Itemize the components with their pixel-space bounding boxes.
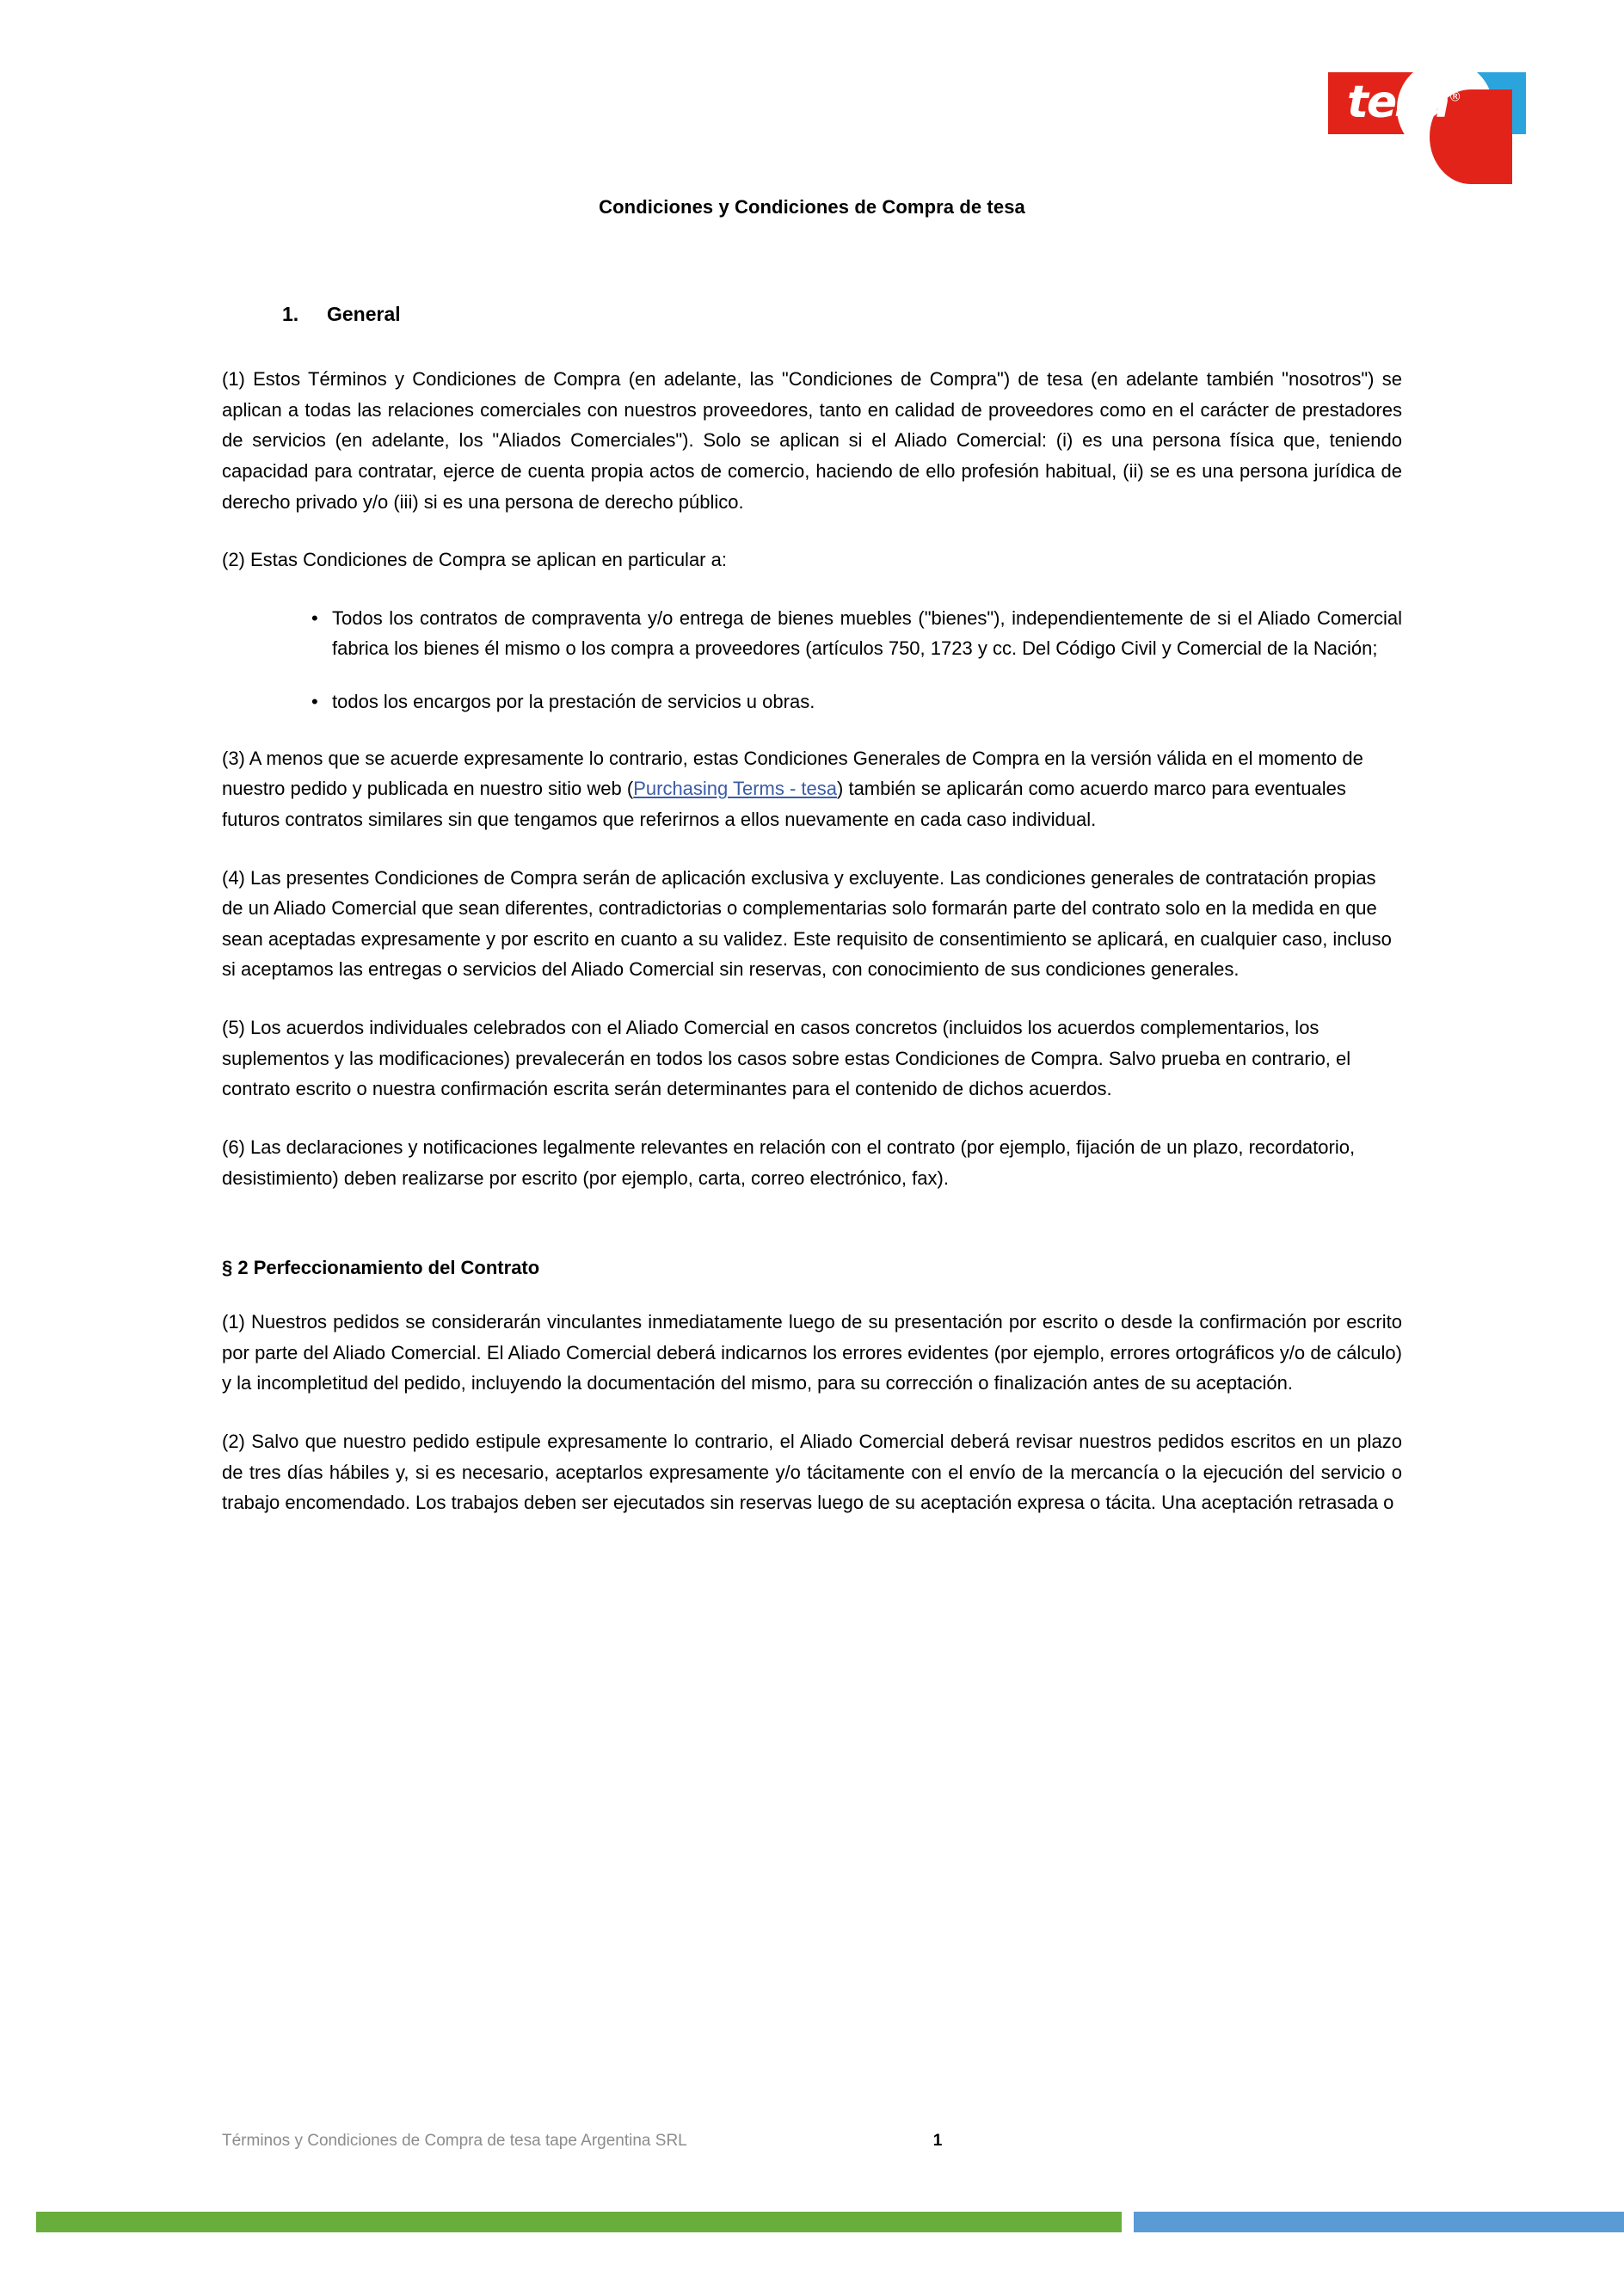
logo-wordmark-text: tesa: [1347, 76, 1449, 128]
footer-text: Términos y Condiciones de Compra de tesa tape Argentina SRL: [222, 2132, 687, 2150]
document-content: [222, 303, 1402, 1546]
purchasing-terms-link[interactable]: Purchasing Terms - tesa: [633, 778, 838, 800]
tesa-logo: [1328, 72, 1526, 134]
paragraph-1-2: (2) Estas Condiciones de Compra se aplican en particular a:: [222, 549, 727, 571]
paragraph-1-1: (1) Estos Términos y Condiciones de Compra (en adelante, las "Condiciones de Compra") de tesa (en adelante también "nosotros") se aplican a todas las relaciones comerciales con nuestros proveedores, tanto en calidad de proveedores como en el carácter de prestadores de servicios (en adelante, los "Aliados Comerciales"). Solo se aplican si el Aliado Comercial: (i) es una persona física que, teniendo capacidad para contratar, ejerce de cuenta propia actos de comercio, haciendo de ello profesión habitual, (ii) se es una persona jurídica de derecho privado y/o (iii) si es una persona de derecho público.: [222, 368, 1402, 513]
paragraph-1-6: (6) Las declaraciones y notificaciones legalmente relevantes en relación con el contrato (por ejemplo, fijación de un plazo, recordatorio, desistimiento) deben realizarse por escrito (por ejemplo, carta, correo electrónico, fax).: [222, 1136, 1356, 1189]
bullet-icon: •: [311, 691, 318, 712]
list-item: [222, 603, 1402, 664]
section-heading-2: § 2 Perfeccionamiento del Contrato: [222, 1257, 540, 1279]
section-number-1: 1.: [282, 303, 299, 325]
footer-bar-green: [36, 2212, 1122, 2232]
bullet-icon: •: [311, 606, 318, 629]
section-heading-1: [222, 303, 1402, 326]
paragraph-1-5: (5) Los acuerdos individuales celebrados con el Aliado Comercial en casos concretos (incluidos los acuerdos complementarios, los suplementos y las modificaciones) prevalecerán en todos los casos sobre estas Condiciones de Compra. Salvo prueba en contrario, el contrato escrito o nuestra confirmación escrita serán determinantes para el contenido de dichos acuerdos.: [222, 1017, 1351, 1100]
section-title-1: General: [327, 303, 401, 325]
list-item-text: todos los encargos por la prestación de servicios u obras.: [332, 691, 815, 712]
logo-wordmark: [1347, 76, 1462, 128]
paragraph-2-2: (2) Salvo que nuestro pedido estipule expresamente lo contrario, el Aliado Comercial deberá revisar nuestros pedidos escritos en un plazo de tres días hábiles y, si es necesario, aceptarlos expresamente y/o tácitamente con el envío de la mercancía o la ejecución del servicio o trabajo encomendado. Los trabajos deben ser ejecutados sin reservas luego de su aceptación expresa o tácita. Una aceptación retrasada o: [222, 1431, 1402, 1514]
footer-bar-blue: [1134, 2212, 1624, 2232]
list-item-text: Todos los contratos de compraventa y/o entrega de bienes muebles ("bienes"), independientemente de si el Aliado Comercial fabrica los bienes él mismo o los compra a proveedores (artículos 750, 1723 y cc. Del Código Civil y Comercial de la Nación;: [332, 606, 1402, 660]
bullet-list: [222, 603, 1402, 717]
paragraph-1-3: [222, 743, 1402, 835]
paragraph-2-1: (1) Nuestros pedidos se considerarán vinculantes inmediatamente luego de su presentación por escrito o desde la confirmación por escrito por parte del Aliado Comercial. El Aliado Comercial deberá indicarnos los errores evidentes (por ejemplo, errores ortográficos y/o de cálculo) y la incompletitud del pedido, incluyendo la documentación del mismo, para su corrección o finalización antes de su aceptación.: [222, 1311, 1402, 1394]
page-title: Condiciones y Condiciones de Compra de tesa: [599, 196, 1025, 218]
registered-mark-icon: ®: [1449, 89, 1462, 105]
paragraph-1-3-before-link: (3) A menos que se acuerde expresamente lo contrario, estas Condiciones Generales de Compra en la versión válida en el momento de nuestro pedido y publicada en nuestro sitio web (: [222, 747, 1363, 800]
page-footer: [222, 2132, 1402, 2151]
paragraph-1-3-after-link: ) también se aplicarán como acuerdo marco para eventuales futuros contratos similares sin que tengamos que referirnos a ellos nuevamente en cada caso individual.: [222, 778, 1346, 830]
list-item: [222, 686, 1402, 717]
page-number: 1: [932, 2132, 943, 2150]
paragraph-1-4: (4) Las presentes Condiciones de Compra serán de aplicación exclusiva y excluyente. Las condiciones generales de contratación propias de un Aliado Comercial que sean diferentes, contradictorias o complementarias solo formarán parte del contrato solo en la medida en que sean aceptadas expresamente y por escrito en cuanto a su validez. Este requisito de consentimiento se aplicará, en cualquier caso, incluso si aceptamos las entregas o servicios del Aliado Comercial sin reservas, con conocimiento de sus condiciones generales.: [222, 866, 1392, 981]
